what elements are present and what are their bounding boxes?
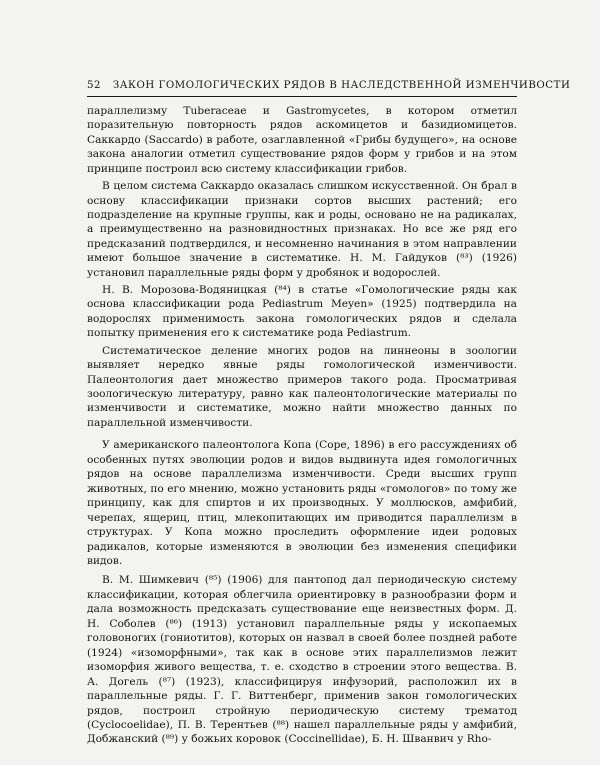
paragraph-1: параллелизму Tuberaceae и Gastromycetes, в котором отметил поразительную повторность рядов аскомицетов и базидиомицетов. Саккардо (Saccardo) в работе, озаглавленной «Грибы будущего», на основе закона аналогии отметил существование рядов форм у грибов и на этом принципе построил всю систему классификации грибов. [87, 105, 517, 175]
paragraph-2: В целом система Саккардо оказалась слишком искусственной. Он брал в основу классификации признаки сортов высших растений; его подразделение на крупные группы, как и роды, основано не на радикалах, а преимущественно на разновидностных признаках. Но все же ряд его предсказаний подтвердился, и несомненно начинания в этом направлении имеют большое значение в систематике. Н. М. Гайдуков (⁸³) (1926) установил параллельные ряды форм у дробянок и водорослей. [87, 180, 517, 279]
paragraph-4: Систематическое деление многих родов на линнеоны в зоологии выявляет нередко явные ряды гомологической изменчивости. Палеонтология дает множество примеров такого рода. Просматривая зоологическую литературу, равно как палеонтологические материалы по изменчивости и систематике, можно найти множество данных по параллельной изменчивости. [87, 344, 517, 429]
paragraph-6: В. М. Шимкевич (⁸⁵) (1906) для пантопод дал периодическую систему классификации, которая облегчила ориентировку в разнообразии форм и дала возможность предсказать существование еще неизвестных форм. Д. Н. Соболев (⁸⁶) (1913) установил параллельные ряды у ископаемых головоногих (гониотитов), которых он назвал в своей более поздней работе (1924) «изоморфными», так как в основе этих параллелизмов лежит изоморфия живого вещества, т. е. сходство в строении этого вещества. В. А. Догель (⁸⁷) (1923), классифицируя инфузорий, расположил их в параллельные ряды. Г. Г. Виттенберг, применив закон гомологических рядов, построил стройную периодическую систему трематод (Cyclocoelidae), П. В. Терентьев (⁸⁸) нашел параллельные ряды у амфибий, Добжанский (⁸⁹) у божьих коровок (Coccinellidae), Б. Н. Шванвич у Rho- [87, 574, 517, 746]
page-number: 52 [87, 80, 102, 91]
body-text [87, 104, 517, 747]
paragraph-5: У американского палеонтолога Копа (Cope, 1896) в его рассуждениях об особенных путях эволюции родов и видов выдвинута идея гомологичных рядов на основе параллелизма изменчивости. Среди высших групп животных, по его мнению, можно установить ряды «гомологов» по тому же принципу, как для спиртов и их производных. У моллюсков, амфибий, черепах, ящериц, птиц, млекопитающих им приводится параллелизм в структурах. У Копа можно проследить оформление идеи родовых радикалов, которые изменяются в эволюции без изменения специфики видов. [87, 439, 517, 567]
header-rule [87, 96, 517, 97]
running-header [87, 80, 571, 91]
paragraph-3: Н. В. Морозова-Водяницкая (⁸⁴) в статье «Гомологические ряды как основа классификации рода Pediastrum Meyen» (1925) подтвердила на водорослях применимость закона гомологических рядов и сделала попытку применения его к систематике рода Pediastrum. [87, 284, 517, 340]
running-title: ЗАКОН ГОМОЛОГИЧЕСКИХ РЯДОВ В НАСЛЕДСТВЕННОЙ ИЗМЕНЧИВОСТИ [112, 80, 571, 91]
